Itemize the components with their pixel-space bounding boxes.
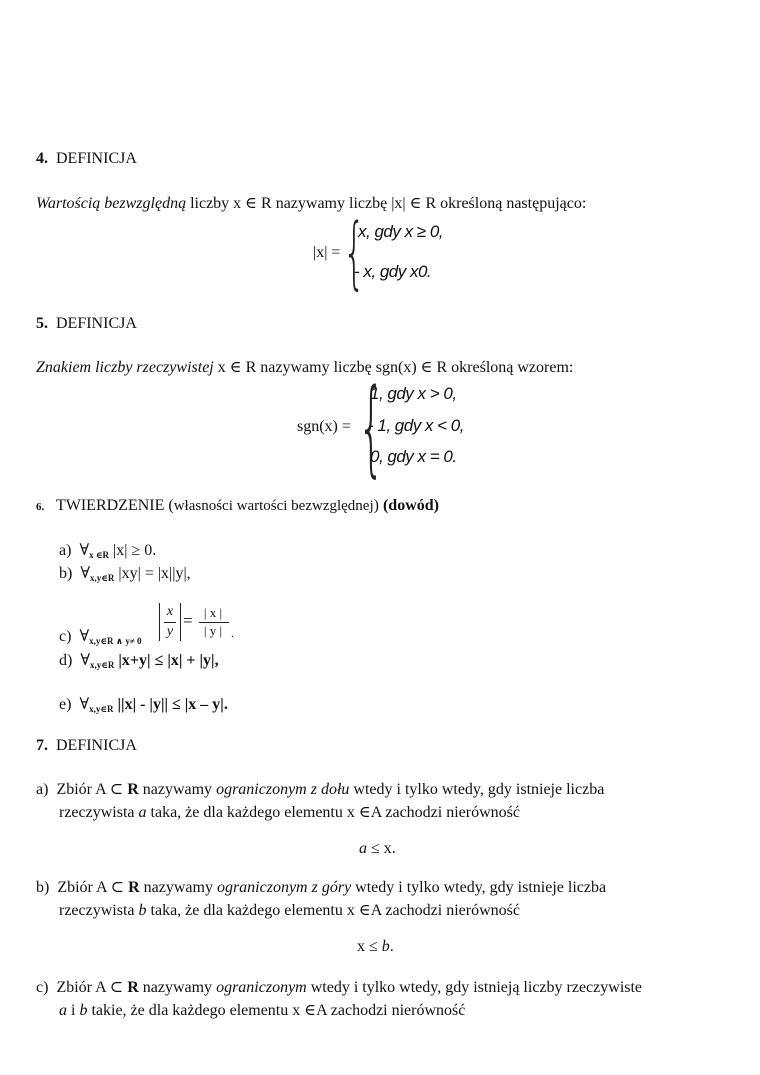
item-body: |xy| = |x||y|,	[118, 565, 191, 582]
item-body: |x| ≥ 0.	[113, 542, 157, 559]
text-part: i	[67, 1002, 80, 1019]
reals-symbol: R	[127, 781, 139, 798]
text-part: rzeczywista	[59, 804, 139, 821]
defined-term: ograniczonym	[216, 979, 307, 996]
forall-symbol: ∀	[79, 696, 90, 713]
paren-open: (	[168, 497, 174, 514]
definition-body: x ∈ R nazywamy liczbę sgn(x) ∈ R określoną wzorem:	[217, 359, 574, 376]
defined-term: Znakiem liczby rzeczywistej	[36, 359, 214, 376]
text-part: taka, że dla każdego elementu x ∈A zachodzi nierówność	[146, 902, 520, 919]
item-label: b)	[59, 565, 73, 582]
definition-5-text	[36, 357, 573, 377]
variable: a	[138, 804, 147, 821]
definition-7c-line1	[36, 977, 642, 997]
variable: a	[359, 840, 367, 857]
paren-close: )	[373, 497, 379, 514]
text-part: nazywamy	[138, 979, 217, 996]
section-number: 7.	[36, 737, 48, 754]
definition-7-heading	[36, 737, 137, 755]
inequality-upper-bound	[357, 938, 394, 956]
fraction-denominator: y	[166, 624, 174, 639]
formula-part: x ≤	[357, 938, 382, 955]
proof-link[interactable]: (dowód)	[382, 497, 439, 514]
definition-7b-line1	[36, 877, 606, 897]
abs-case-1: x, gdy x ≥ 0,	[358, 222, 444, 241]
item-label: a)	[36, 781, 49, 798]
definition-body: liczby x ∈ R nazywamy liczbę |x| ∈ R określoną następująco:	[190, 195, 587, 212]
item-label: e)	[59, 696, 72, 713]
inequality-lower-bound	[359, 840, 396, 858]
variable: a	[59, 1002, 67, 1019]
item-body: |x+y| ≤ |x| + |y|,	[118, 652, 219, 669]
theorem-6-heading	[36, 497, 439, 515]
defined-term: ograniczonym z dołu	[216, 781, 350, 798]
item-end-dot: .	[231, 626, 234, 640]
definition-4-heading	[36, 150, 137, 168]
theorem-item-a	[59, 540, 156, 561]
sgn-formula-lhs: sgn(x) =	[297, 418, 351, 435]
section-title: TWIERDZENIE	[55, 497, 165, 514]
forall-symbol: ∀	[80, 652, 90, 669]
text-part: Zbiór A ⊂	[56, 979, 128, 996]
quantifier-domain: x,y∈R	[89, 660, 115, 670]
forall-symbol: ∀	[80, 565, 90, 582]
quantifier-domain: x ∈R	[89, 550, 110, 560]
definition-7a-line1	[36, 779, 604, 799]
item-label: d)	[59, 652, 73, 669]
equals-sign: =	[183, 611, 193, 630]
abs-formula-lhs: |x| =	[313, 244, 341, 261]
text-part: Zbiór A ⊂	[57, 879, 129, 896]
definition-7c-line2	[59, 1000, 465, 1020]
text-part: Zbiór A ⊂	[56, 781, 128, 798]
item-label: b)	[36, 879, 50, 896]
quantifier-domain: x,y∈R ∧ y≠ 0	[89, 636, 142, 646]
definition-7b-line2	[59, 900, 520, 920]
section-title: DEFINICJA	[56, 315, 137, 332]
fraction-rhs-numerator: | x |	[203, 605, 223, 620]
formula-part: ≤ x.	[367, 840, 396, 857]
forall-symbol: ∀	[79, 628, 90, 645]
forall-symbol: ∀	[79, 542, 90, 559]
reals-symbol: R	[127, 979, 139, 996]
section-title: DEFINICJA	[56, 150, 137, 167]
section-number: 6.	[36, 501, 45, 513]
item-label: c)	[59, 628, 72, 645]
text-part: wtedy i tylko wtedy, gdy istnieje liczba	[351, 879, 607, 896]
theorem-item-b	[59, 563, 191, 584]
fraction-numerator: x	[166, 604, 174, 619]
variable: b	[381, 938, 390, 955]
definition-5-heading	[36, 315, 137, 333]
abs-case-2: - x, gdy x0.	[354, 262, 432, 281]
defined-term: Wartością bezwzględną	[36, 195, 187, 212]
left-brace-icon: {	[343, 208, 366, 298]
quantifier-domain: x,y∈R	[89, 704, 114, 714]
text-part: wtedy i tylko wtedy, gdy istnieje liczba	[349, 781, 605, 798]
item-label: a)	[59, 542, 72, 559]
section-number: 5.	[36, 315, 48, 332]
text-part: nazywamy	[138, 781, 217, 798]
text-part: takie, że dla każdego elementu x ∈A zachodzi nierówność	[87, 1002, 466, 1019]
item-body: ||x| - |y|| ≤ |x – y|.	[117, 696, 228, 713]
variable: b	[138, 902, 147, 919]
formula-part: .	[389, 938, 394, 955]
item-label: c)	[36, 979, 49, 996]
text-part: wtedy i tylko wtedy, gdy istnieją liczby rzeczywiste	[306, 979, 643, 996]
sgn-case-1: 1, gdy x > 0,	[370, 384, 457, 403]
quantifier-domain: x,y∈R	[89, 573, 115, 583]
section-title: DEFINICJA	[56, 737, 137, 754]
text-part: taka, że dla każdego elementu x ∈A zachodzi nierówność	[146, 804, 520, 821]
sgn-case-2: - 1, gdy x < 0,	[368, 416, 464, 435]
theorem-item-d	[59, 650, 219, 671]
definition-7a-line2	[59, 802, 520, 822]
definition-4-text	[36, 193, 586, 213]
theorem-item-c	[59, 626, 142, 647]
sgn-case-3: 0, gdy x = 0.	[370, 447, 457, 466]
reals-symbol: R	[128, 879, 140, 896]
section-number: 4.	[36, 150, 48, 167]
theorem-item-e	[59, 694, 228, 715]
text-part: rzeczywista	[59, 902, 139, 919]
fraction-rhs-denominator: | y |	[203, 623, 223, 638]
defined-term: ograniczonym z góry	[216, 879, 352, 896]
variable: b	[79, 1002, 88, 1019]
text-part: nazywamy	[139, 879, 217, 896]
left-brace-icon: {	[358, 366, 385, 488]
fraction-bar	[164, 622, 176, 623]
abs-fraction	[159, 603, 181, 641]
theorem-subtitle: własności wartości bezwzględnej	[173, 498, 374, 514]
